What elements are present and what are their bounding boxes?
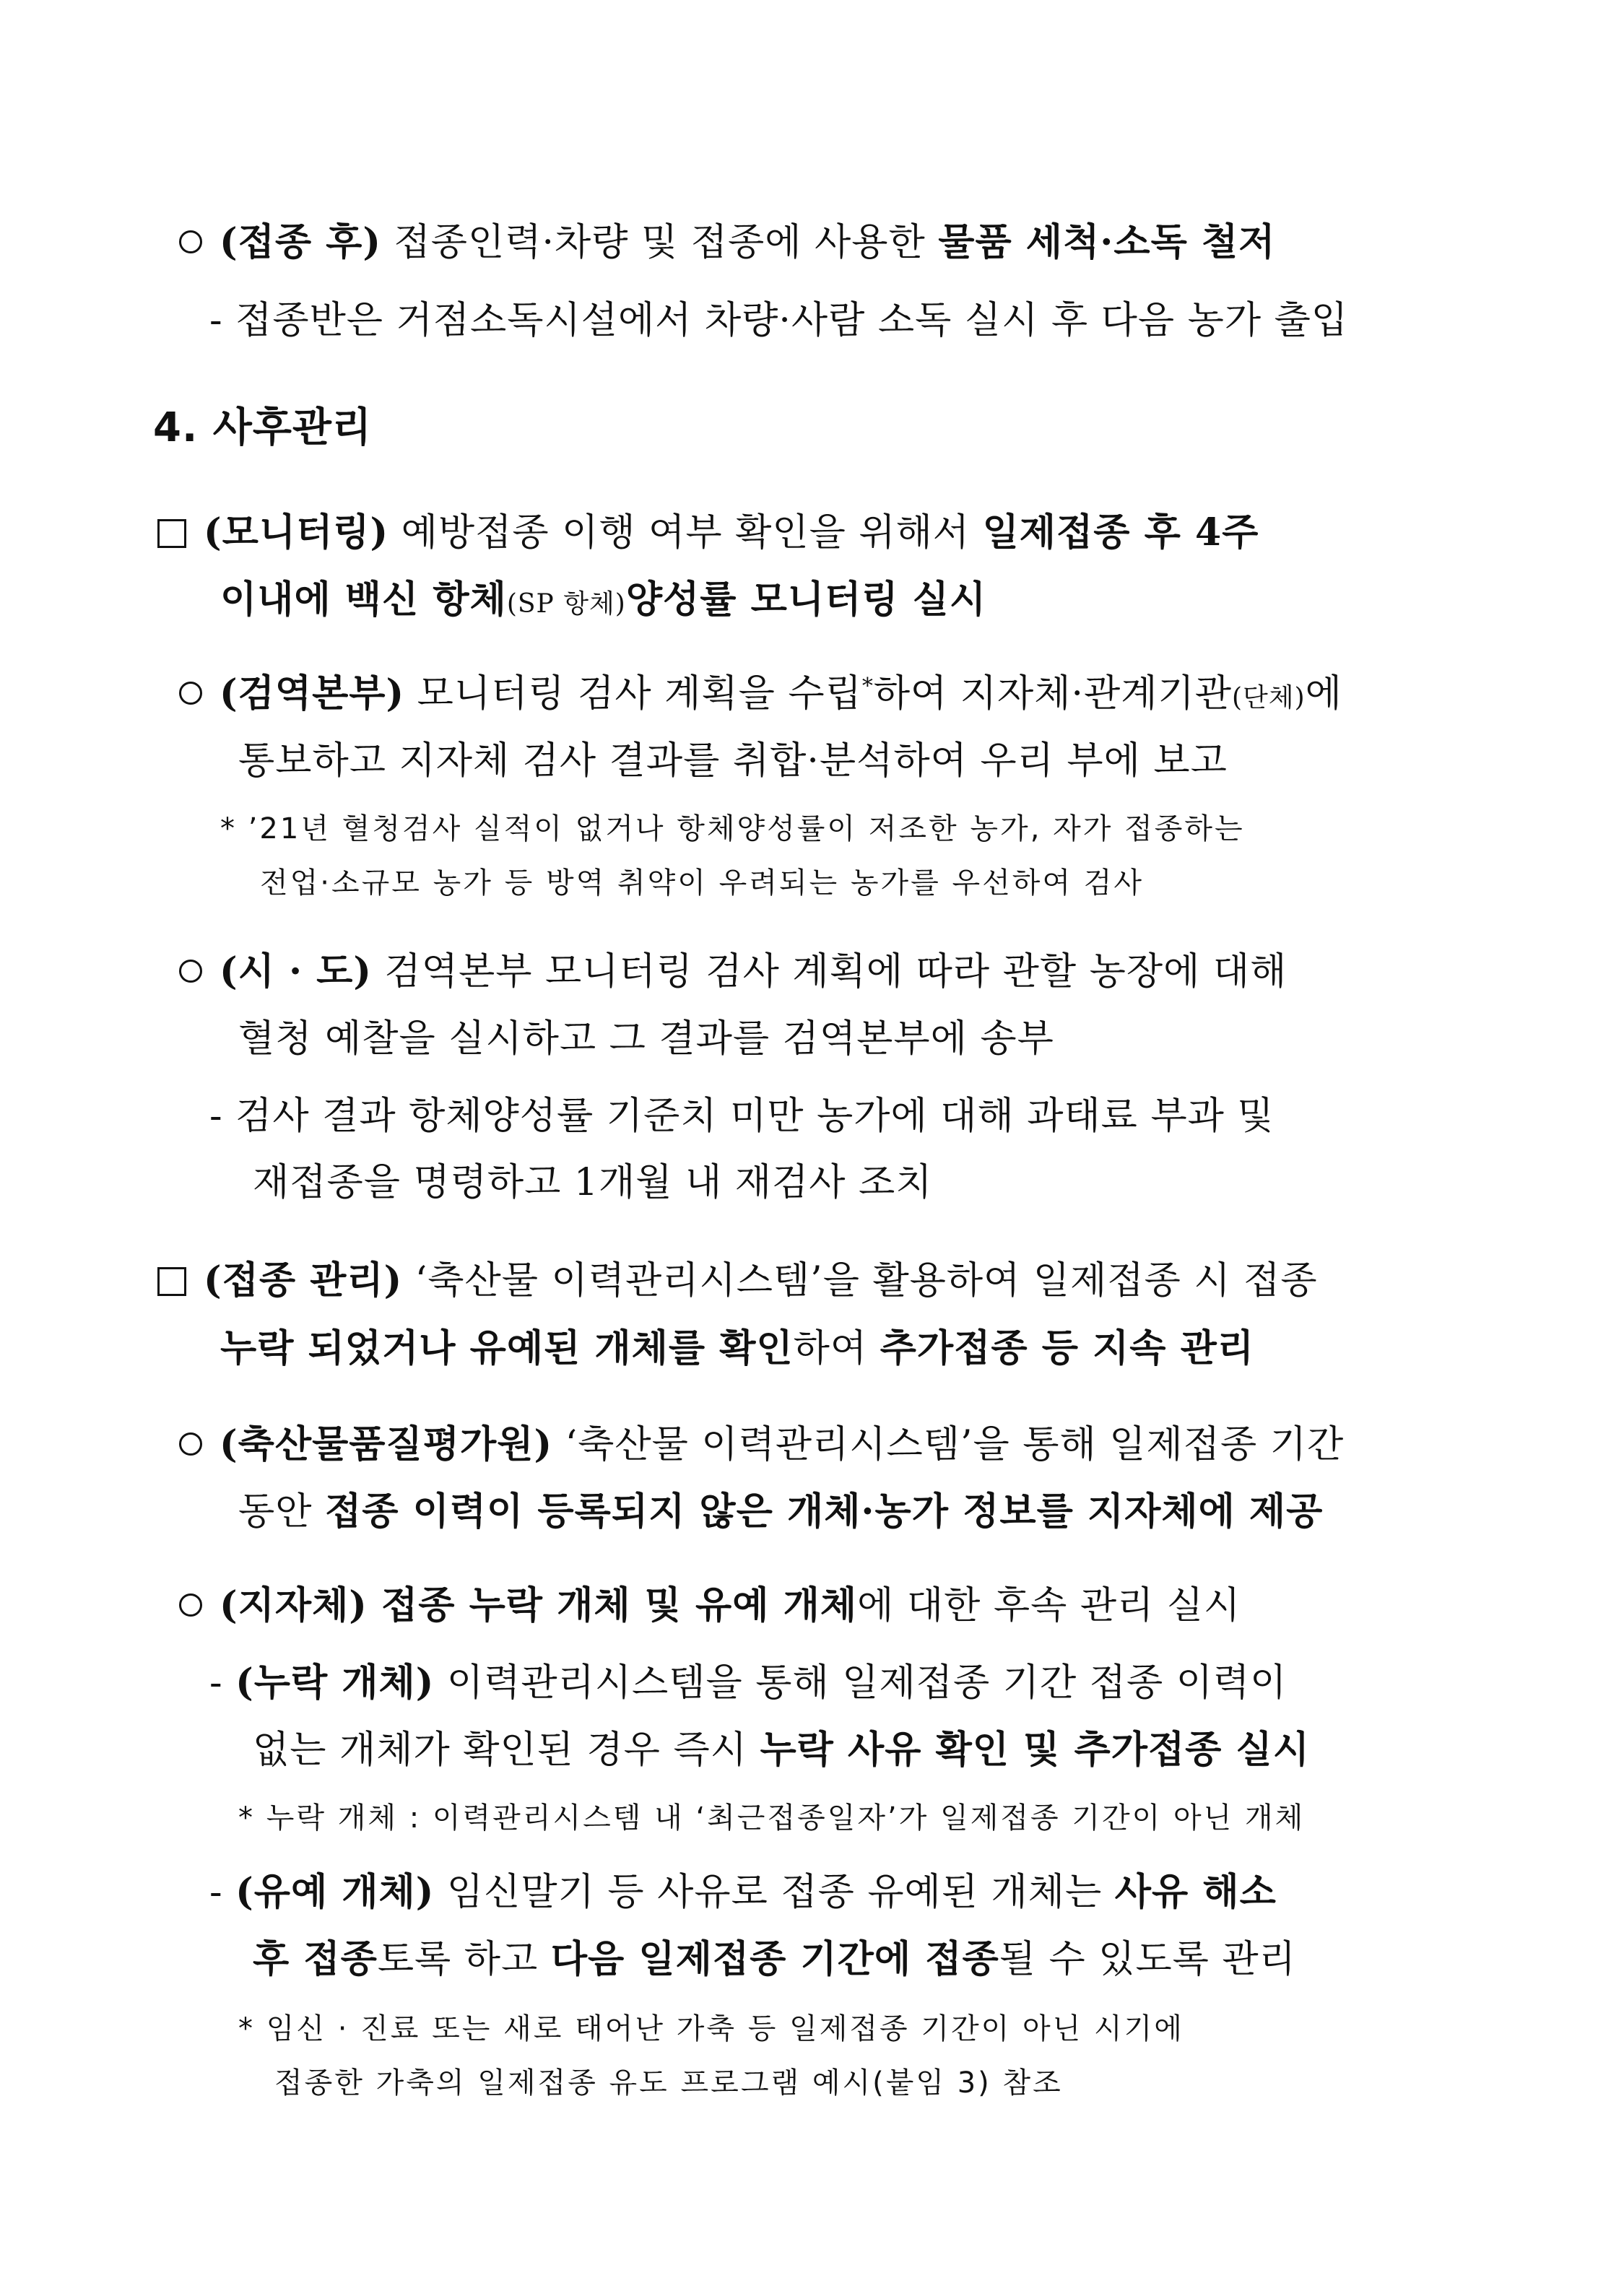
emphasis: 사유 해소: [1114, 1870, 1277, 1914]
emphasis: 누락 사유 확인 및 추가접종 실시: [760, 1728, 1310, 1772]
text: 토록 하고: [377, 1938, 551, 1981]
footnote: * 임신 · 진료 또는 새로 태어난 가축 등 일제접종 기간이 아닌 시기에: [238, 2012, 1184, 2045]
emphasis: 양성률 모니터링 실시: [625, 578, 987, 622]
text: 하여: [793, 1327, 880, 1370]
square-bullet-icon: [157, 519, 186, 548]
text: 모니터링 검사 계획을 수립: [404, 672, 862, 716]
item-tag: (누락 개체): [235, 1661, 435, 1705]
emphasis: 다음 일제접종 기간에 접종: [550, 1937, 999, 1981]
text: 검역본부 모니터링 검사 계획에 따라 관할 농장에 대해: [371, 950, 1288, 993]
item-tag: (접종 관리): [204, 1258, 403, 1303]
item-tag: (시 · 도): [220, 949, 372, 993]
paragraph-line: [253, 1937, 1296, 1981]
emphasis: 이내에 백신 항체: [220, 578, 507, 622]
paragraph-line: [220, 578, 987, 622]
text: (SP 항체): [506, 589, 626, 619]
circle-bullet-icon: [179, 1593, 202, 1617]
item-tag: (모니터링): [204, 510, 389, 555]
paragraph-line: [220, 1326, 1255, 1370]
dash-item: [209, 1661, 1288, 1705]
text: ‘축산물 이력관리시스템’을 활용하여 일제접종 시 접종: [402, 1259, 1318, 1303]
paragraph-line: 통보하고 지자체 검사 결과를 취합·분석하여 우리 부에 보고: [238, 739, 1228, 783]
item-tag: (지자체) 접종 누락 개체 및 유예 개체: [220, 1583, 858, 1627]
emphasis: 물품 세척·소독 철저: [938, 220, 1276, 264]
text: 될 수 있도록 관리: [999, 1938, 1296, 1981]
paragraph-line: [179, 1422, 1345, 1466]
circle-bullet-icon: [179, 1432, 202, 1456]
text: 예방접종 이행 여부 확인을 위해서: [388, 511, 983, 555]
emphasis: 접종 이력이 등록되지 않은 개체·농가 정보를 지자체에 제공: [325, 1490, 1324, 1534]
text: 에 대한 후속 관리 실시: [857, 1584, 1241, 1627]
dash-item: [209, 1870, 1277, 1914]
item-tag: (접종 후): [220, 220, 382, 264]
item-tag: (검역본부): [220, 671, 405, 716]
dash-item: - 검사 결과 항체양성률 기준치 미만 농가에 대해 과태료 부과 및: [209, 1095, 1275, 1138]
text: 임신말기 등 사유로 접종 유예된 개체는: [434, 1871, 1115, 1914]
section-heading: 4. 사후관리: [153, 404, 373, 451]
footnote: 접종한 가축의 일제접종 유도 프로그램 예시(붙임 3) 참조: [274, 2066, 1063, 2100]
circle-bullet-icon: [179, 682, 202, 705]
circle-bullet-icon: [179, 960, 202, 983]
paragraph-line: [179, 949, 1288, 993]
text: 이력관리시스템을 통해 일제접종 기간 접종 이력이: [434, 1661, 1288, 1705]
paragraph-line: [179, 220, 1276, 264]
paragraph-line: 혈청 예찰을 실시하고 그 결과를 검역본부에 송부: [238, 1017, 1054, 1061]
text: ‘축산물 이력관리시스템’을 통해 일제접종 기간: [552, 1423, 1345, 1466]
square-bullet-icon: [157, 1267, 186, 1296]
dash: -: [209, 1661, 236, 1705]
paragraph-line: [253, 1728, 1310, 1772]
paragraph-line: [238, 1490, 1324, 1534]
dash: -: [209, 1871, 236, 1914]
paragraph-line: 재접종을 명령하고 1개월 내 재검사 조치: [253, 1161, 933, 1204]
text: (단체): [1231, 683, 1306, 713]
emphasis: 추가접종 등 지속 관리: [880, 1326, 1255, 1370]
item-tag: (유예 개체): [235, 1870, 435, 1914]
emphasis: 일제접종 후 4주: [982, 510, 1259, 555]
text: 없는 개체가 확인된 경우 즉시: [253, 1728, 760, 1772]
paragraph-line: [179, 671, 1342, 716]
emphasis: 후 접종: [253, 1937, 378, 1981]
item-tag: (축산물품질평가원): [220, 1422, 553, 1466]
paragraph-line: [157, 510, 1259, 555]
emphasis: 누락 되었거나 유예된 개체를 확인: [220, 1326, 794, 1370]
dash-item: - 접종반은 거점소독시설에서 차량·사람 소독 실시 후 다음 농가 출입: [209, 299, 1349, 342]
paragraph-line: [157, 1258, 1318, 1303]
text: 에: [1305, 672, 1342, 716]
circle-bullet-icon: [179, 230, 202, 253]
footnote: 전업·소규모 농가 등 방역 취약이 우려되는 농가를 우선하여 검사: [260, 866, 1145, 900]
footnote-marker: *: [861, 674, 874, 699]
text: 접종인력·차량 및 접종에 사용한: [381, 221, 939, 264]
text: 하여 지자체·관계기관: [873, 672, 1232, 716]
text: 동안: [238, 1490, 325, 1534]
footnote: * 누락 개체 : 이력관리시스템 내 ‘최근접종일자’가 일제접종 기간이 아닌 개체: [238, 1801, 1306, 1835]
paragraph-line: [179, 1583, 1241, 1627]
footnote: * ’21년 혈청검사 실적이 없거나 항체양성률이 저조한 농가, 자가 접종하는: [220, 812, 1245, 845]
